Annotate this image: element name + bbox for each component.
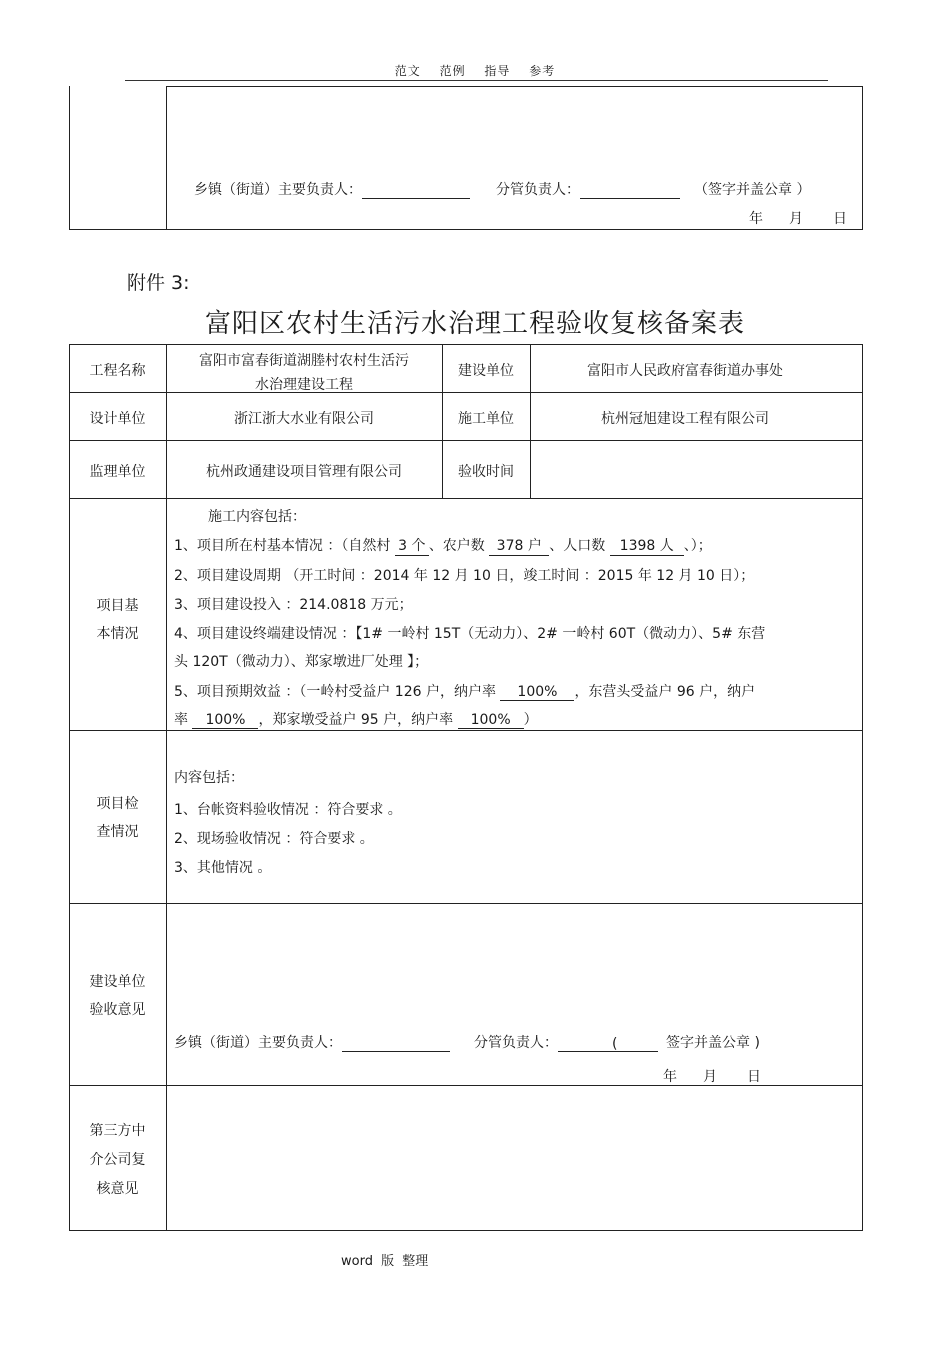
builder-sub-blank[interactable]: ( bbox=[558, 1037, 658, 1052]
construction-unit-value: 杭州冠旭建设工程有限公司 bbox=[601, 411, 769, 427]
row-divider-5 bbox=[69, 903, 863, 904]
basic-info-label-line1: 项目基 bbox=[96, 598, 139, 614]
third-party-label-line1: 第三方中 bbox=[89, 1123, 146, 1139]
basic-line-4b: 头 120T（微动力）、郑家墩进厂处理 】； bbox=[174, 654, 429, 670]
builder-main-blank[interactable] bbox=[342, 1037, 450, 1052]
check-line-3: 3、其他情况 。 bbox=[174, 860, 272, 876]
month-label: 月 bbox=[789, 211, 803, 227]
supervision-unit-value: 杭州政通建设项目管理有限公司 bbox=[206, 464, 402, 480]
page-header: 范文 范例 指导 参考 bbox=[394, 64, 556, 78]
builder-value: 富阳市人民政府富春街道办事处 bbox=[587, 363, 783, 379]
acceptance-time-label: 验收时间 bbox=[458, 464, 514, 480]
main-responsible-blank[interactable] bbox=[362, 184, 470, 199]
basic-line-4a: 4、项目建设终端建设情况 ：【1# 一岭村 15T（无动力）、2# 一岭村 60T（微动力）、5# 东营 bbox=[174, 626, 766, 642]
basic-line-1: 1、项目所在村基本情况 ：（自然村 3 个 、农户数 378 户 、人口数 1398 人 、）； bbox=[174, 535, 712, 556]
project-name-line1: 富阳市富春街道湖塍村农村生活污 bbox=[199, 353, 409, 369]
builder-main-label: 乡镇（街道）主要负责人： bbox=[174, 1035, 342, 1051]
check-label-line2: 查情况 bbox=[96, 824, 139, 840]
project-name-label: 工程名称 bbox=[89, 363, 146, 379]
third-party-label-line2: 介公司复 bbox=[89, 1152, 146, 1168]
basic-line-3: 3、项目建设投入 ：214.0818 万元； bbox=[174, 597, 413, 613]
year-label: 年 bbox=[749, 211, 763, 227]
project-name-line2: 水治理建设工程 bbox=[255, 377, 353, 393]
construction-unit-label: 施工单位 bbox=[458, 411, 514, 427]
check-label bbox=[69, 790, 166, 846]
third-party-label-line3: 核意见 bbox=[96, 1181, 139, 1197]
basic-line-2: 2、项目建设周期 （开工时间 ：2014 年 12 月 10 日，竣工时间 ：2015 年 12 月 10 日）； bbox=[174, 568, 755, 584]
seal-note: （签字并盖公章 ） bbox=[694, 182, 811, 198]
top-date bbox=[749, 208, 847, 228]
builder-opinion-label-line1: 建设单位 bbox=[89, 974, 146, 990]
row-divider-2 bbox=[69, 440, 863, 441]
top-box-inner-top bbox=[166, 86, 863, 87]
basic-intro: 施工内容包括： bbox=[208, 509, 306, 525]
top-box bbox=[69, 86, 863, 230]
basic-line-5: 5、项目预期效益 ：（一岭村受益户 126 户，纳户率 100% ，东营头受益户 96 户，纳户 bbox=[174, 684, 756, 700]
check-intro: 内容包括： bbox=[174, 770, 244, 786]
builder-opinion-label-line2: 验收意见 bbox=[89, 1002, 146, 1018]
basic-info-label-line2: 本情况 bbox=[96, 626, 139, 642]
row-divider-3 bbox=[69, 498, 863, 499]
supervision-unit-label: 监理单位 bbox=[89, 464, 146, 480]
builder-opinion-signature bbox=[174, 1032, 760, 1052]
design-unit-label: 设计单位 bbox=[89, 411, 146, 427]
household-count: 378 户 bbox=[489, 535, 549, 556]
top-signature-line bbox=[194, 179, 810, 199]
builder-opinion-label bbox=[69, 968, 166, 1024]
dongyingtou-rate: 100% bbox=[192, 712, 258, 729]
population-count: 1398 人 bbox=[610, 535, 684, 556]
design-unit-value: 浙江浙大水业有限公司 bbox=[234, 411, 374, 427]
builder-seal-note: 签字并盖公章 ) bbox=[666, 1035, 760, 1051]
sub-responsible-label: 分管负责人： bbox=[496, 182, 580, 198]
page-title: 富阳区农村生活污水治理工程验收复核备案表 bbox=[204, 309, 745, 339]
row-divider-4 bbox=[69, 730, 863, 731]
builder-opinion-date: 年 月 日 bbox=[663, 1069, 761, 1085]
top-box-divider bbox=[166, 86, 167, 230]
yiling-rate: 100% bbox=[500, 684, 574, 701]
day-label: 日 bbox=[833, 211, 847, 227]
project-name-value bbox=[166, 350, 442, 396]
third-party-label bbox=[69, 1117, 166, 1204]
sub-responsible-blank[interactable] bbox=[580, 184, 680, 199]
basic-line-6: 率 100% ，郑家墩受益户 95 户，纳户率 100% ） bbox=[174, 712, 538, 728]
builder-label: 建设单位 bbox=[458, 363, 514, 379]
header-rule bbox=[125, 80, 828, 81]
page-footer: word 版 整理 bbox=[341, 1254, 429, 1269]
basic-info-label bbox=[69, 592, 166, 648]
main-responsible-label: 乡镇（街道）主要负责人： bbox=[194, 182, 362, 198]
zhengjiadun-rate: 100% bbox=[458, 712, 524, 729]
builder-sub-label: 分管负责人： bbox=[474, 1035, 558, 1051]
attachment-label: 附件 3: bbox=[127, 272, 190, 294]
check-line-1: 1、台帐资料验收情况 ：符合要求 。 bbox=[174, 802, 402, 818]
check-label-line1: 项目检 bbox=[96, 796, 139, 812]
check-line-2: 2、现场验收情况 ：符合要求 。 bbox=[174, 831, 374, 847]
natural-village-count: 3 个 bbox=[395, 535, 429, 556]
